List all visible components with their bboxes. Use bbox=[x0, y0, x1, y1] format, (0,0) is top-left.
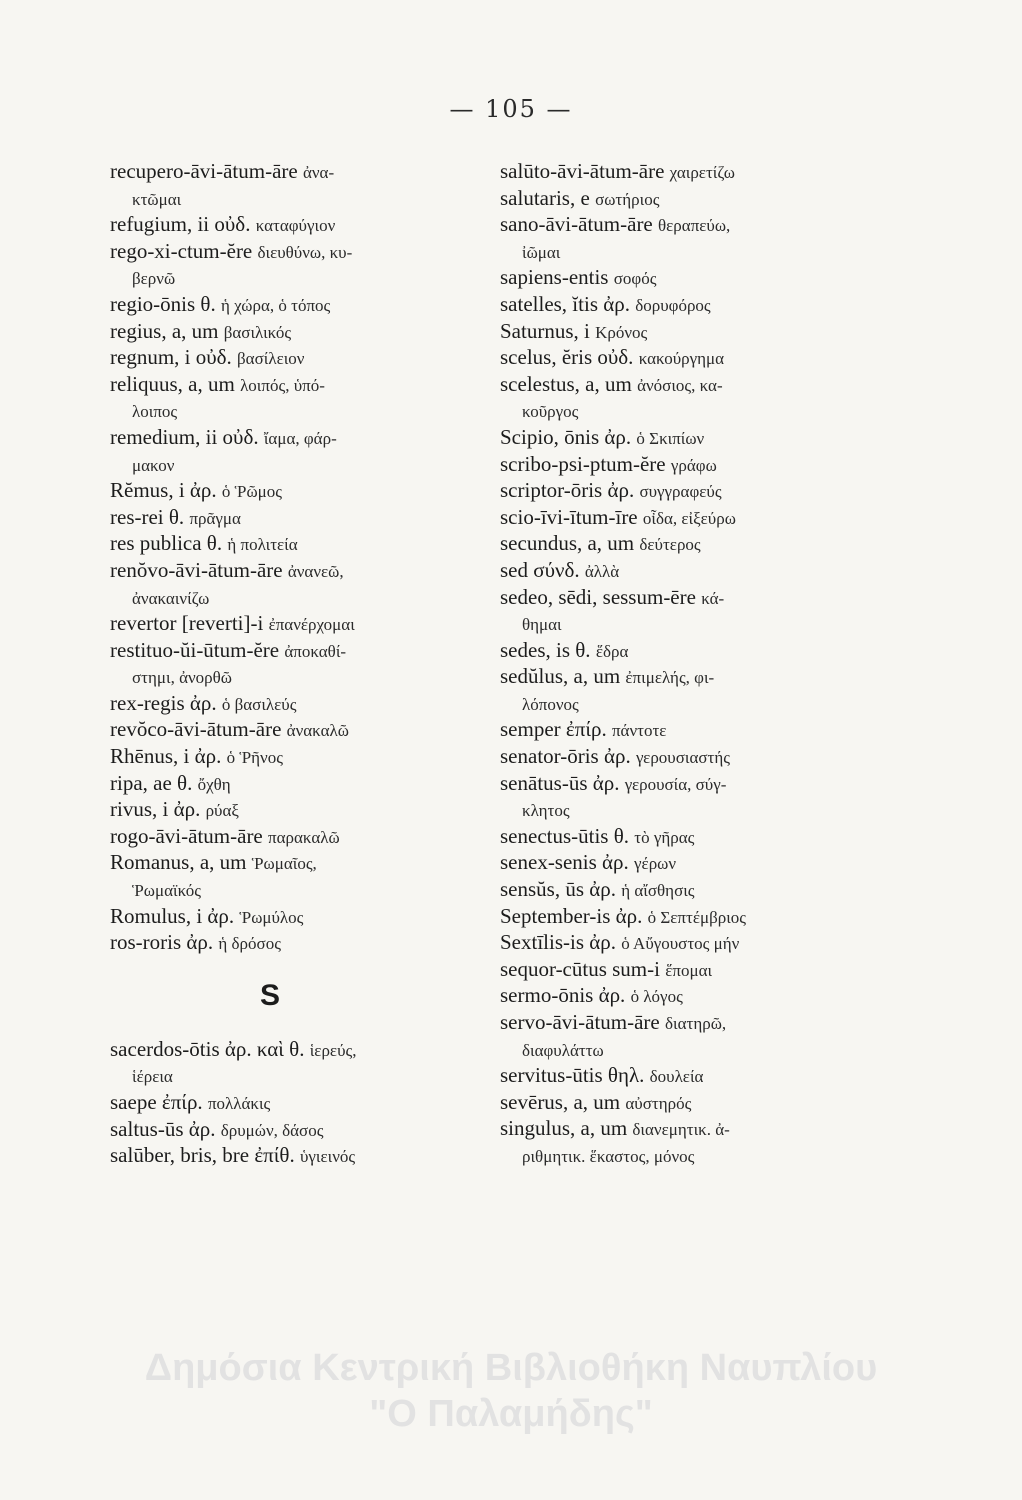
entry-continuation bbox=[110, 264, 510, 291]
greek-translation: χαιρετίζω bbox=[669, 163, 735, 182]
greek-translation: ἡ χώρα, ὁ τόπος bbox=[220, 295, 331, 315]
latin-term: recupero-āvi-ātum-āre bbox=[110, 159, 298, 183]
dictionary-entry bbox=[110, 318, 510, 345]
greek-translation: τὸ γῆρας bbox=[634, 827, 695, 847]
dictionary-entry bbox=[500, 903, 900, 930]
dictionary-entry bbox=[500, 344, 900, 371]
greek-translation: ἀλλὰ bbox=[584, 561, 620, 581]
latin-term: servitus-ūtis θηλ. bbox=[500, 1063, 645, 1088]
greek-translation: διατηρῶ, bbox=[665, 1014, 727, 1033]
latin-term: sermo-ōnis ἀρ. bbox=[500, 983, 626, 1008]
greek-translation: κτῶμαι bbox=[132, 189, 182, 209]
entry-continuation bbox=[500, 796, 900, 823]
latin-term: salūber, bris, bre ἐπίθ. bbox=[110, 1143, 295, 1168]
latin-term: reliquus, a, um bbox=[110, 371, 235, 396]
greek-translation: δορυφόρος bbox=[635, 295, 711, 315]
greek-translation: ἀνόσιος, κα- bbox=[637, 375, 723, 395]
latin-term: Sextīlis-is ἀρ. bbox=[500, 930, 616, 955]
latin-term: scriptor-ōris ἀρ. bbox=[500, 478, 635, 503]
greek-translation: πάντοτε bbox=[611, 721, 667, 741]
greek-translation: ὄχθη bbox=[197, 774, 231, 794]
latin-term: rivus, i ἀρ. bbox=[110, 797, 201, 822]
latin-term: singulus, a, um bbox=[500, 1116, 628, 1141]
dictionary-entry bbox=[110, 371, 510, 398]
latin-term: sapiens-entis bbox=[500, 265, 609, 290]
latin-term: revŏco-āvi-ātum-āre bbox=[110, 717, 282, 742]
dictionary-entry bbox=[500, 185, 900, 212]
latin-term: scelus, ĕris οὐδ. bbox=[500, 345, 634, 370]
greek-translation: βασιλικός bbox=[223, 322, 292, 342]
latin-term: secundus, a, um bbox=[500, 531, 635, 556]
dictionary-entry bbox=[110, 504, 510, 531]
greek-translation: σωτήριος bbox=[595, 189, 660, 209]
dictionary-entry bbox=[110, 211, 510, 238]
greek-translation: δρυμών, δάσος bbox=[220, 1120, 324, 1140]
greek-translation: Ῥωμαϊκός bbox=[132, 881, 201, 901]
latin-term: renŏvo-āvi-ātum-āre bbox=[110, 557, 283, 582]
right-column bbox=[500, 158, 900, 1169]
dictionary-entry bbox=[110, 557, 510, 584]
dictionary-entry bbox=[500, 451, 900, 478]
latin-term: revertor [reverti]-i bbox=[110, 611, 264, 636]
dictionary-entry bbox=[500, 663, 900, 690]
dictionary-entry bbox=[500, 424, 900, 451]
latin-term: scribo-psi-ptum-ĕre bbox=[500, 451, 666, 476]
greek-translation: διαφυλάττω bbox=[522, 1040, 604, 1060]
greek-translation: ἐπιμελής, φι- bbox=[625, 668, 715, 688]
greek-translation: δουλεία bbox=[649, 1067, 704, 1087]
dictionary-entry bbox=[110, 477, 510, 504]
latin-term: rego-xi-ctum-ĕre bbox=[110, 238, 253, 263]
latin-term: sevērus, a, um bbox=[500, 1089, 621, 1114]
greek-translation: ριθμητικ. ἕκαστος, μόνος bbox=[522, 1146, 695, 1166]
latin-term: Romanus, a, um bbox=[110, 850, 247, 875]
dictionary-entry bbox=[110, 903, 510, 930]
section-letter: S bbox=[260, 978, 281, 1012]
latin-term: sensŭs, ūs ἀρ. bbox=[500, 877, 616, 902]
latin-term: saepe ἐπίρ. bbox=[110, 1090, 203, 1114]
dictionary-entry bbox=[110, 1036, 510, 1063]
greek-translation: ὁ Αὔγουστος μήν bbox=[621, 934, 740, 954]
latin-term: regnum, i οὐδ. bbox=[110, 345, 232, 370]
dictionary-entry bbox=[500, 318, 900, 345]
greek-translation: οἶδα, εἰξεύρω bbox=[642, 508, 736, 528]
greek-translation: γράφω bbox=[670, 455, 717, 475]
greek-translation: ὁ Ῥῆνος bbox=[226, 748, 283, 768]
entry-continuation bbox=[500, 397, 900, 424]
greek-translation: ἡ δρόσος bbox=[218, 934, 281, 954]
greek-translation: ἀνακαινίζω bbox=[132, 588, 210, 608]
dictionary-entry bbox=[500, 1062, 900, 1089]
greek-translation: κοῦργος bbox=[522, 402, 579, 422]
latin-term: senex-senis ἀρ. bbox=[500, 850, 629, 875]
greek-translation: μακον bbox=[132, 455, 175, 475]
greek-translation: ἀποκαθί- bbox=[284, 641, 347, 661]
latin-term: satelles, ĭtis ἀρ. bbox=[500, 291, 630, 316]
latin-term: res-rei θ. bbox=[110, 504, 185, 529]
greek-translation: κακούργημα bbox=[638, 349, 725, 369]
greek-translation: Κρόνος bbox=[595, 322, 648, 342]
greek-translation: γέρων bbox=[634, 854, 677, 874]
dictionary-entry bbox=[110, 637, 510, 664]
latin-term: ros-roris ἀρ. bbox=[110, 930, 214, 955]
dictionary-entry bbox=[110, 796, 510, 823]
greek-translation: ἕδρα bbox=[595, 641, 629, 661]
greek-translation: στημι, ἀνορθῶ bbox=[132, 668, 232, 688]
dictionary-entry bbox=[110, 291, 510, 318]
greek-translation: ἡ πολιτεία bbox=[227, 535, 298, 555]
greek-translation: ἡ αἴσθησις bbox=[621, 881, 695, 901]
greek-translation: λοιπός, ὑπό- bbox=[240, 375, 325, 395]
dictionary-entry bbox=[500, 211, 900, 238]
greek-translation: κά- bbox=[701, 588, 725, 608]
latin-term: Saturnus, i bbox=[500, 318, 590, 343]
greek-translation: ρύαξ bbox=[205, 801, 239, 821]
dictionary-entry bbox=[500, 584, 900, 611]
greek-translation: λόπονος bbox=[522, 694, 579, 714]
latin-term: Rhēnus, i ἀρ. bbox=[110, 744, 222, 769]
dictionary-entry bbox=[500, 770, 900, 797]
greek-translation: ὑγιεινός bbox=[300, 1147, 356, 1167]
dictionary-entry bbox=[110, 770, 510, 797]
greek-translation: καταφύγιον bbox=[255, 216, 336, 236]
dictionary-entry bbox=[500, 158, 900, 185]
greek-translation: ὁ βασιλεύς bbox=[221, 694, 297, 714]
greek-translation: Ῥωμαῖος, bbox=[251, 854, 317, 874]
greek-translation: ἱερεύς, bbox=[309, 1040, 357, 1060]
greek-translation: γερουσία, σύγ- bbox=[624, 774, 727, 794]
dictionary-entry bbox=[110, 1142, 510, 1169]
latin-term: servo-āvi-ātum-āre bbox=[500, 1010, 660, 1034]
dictionary-entry bbox=[500, 264, 900, 291]
greek-translation: ἀνα- bbox=[302, 163, 335, 182]
latin-term: res publica θ. bbox=[110, 531, 223, 556]
latin-term: sedes, is θ. bbox=[500, 637, 591, 662]
greek-translation: γερουσιαστής bbox=[635, 748, 730, 768]
dictionary-entry bbox=[110, 610, 510, 637]
greek-translation: θημαι bbox=[522, 615, 562, 635]
dictionary-entry bbox=[500, 1089, 900, 1116]
dictionary-entry bbox=[500, 876, 900, 903]
greek-translation: δεύτερος bbox=[639, 535, 701, 555]
dictionary-entry bbox=[110, 344, 510, 371]
dictionary-entry bbox=[110, 1116, 510, 1143]
entry-continuation bbox=[110, 1062, 510, 1089]
entry-continuation bbox=[500, 1036, 900, 1063]
latin-term: remedium, ii οὐδ. bbox=[110, 424, 259, 449]
entry-continuation bbox=[110, 185, 510, 212]
greek-translation: ὁ Ῥῶμος bbox=[221, 482, 282, 502]
entry-continuation bbox=[500, 690, 900, 717]
dictionary-entry bbox=[500, 1009, 900, 1036]
latin-term: Rĕmus, i ἀρ. bbox=[110, 478, 217, 503]
latin-term: semper ἐπίρ. bbox=[500, 717, 607, 742]
entry-continuation bbox=[500, 238, 900, 265]
dictionary-entry bbox=[500, 823, 900, 850]
greek-translation: διανεμητικ. ἀ- bbox=[632, 1120, 730, 1140]
dictionary-entry bbox=[110, 690, 510, 717]
greek-translation: ἱέρεια bbox=[132, 1067, 173, 1087]
dictionary-entry bbox=[110, 424, 510, 451]
dictionary-entry bbox=[500, 929, 900, 956]
dictionary-entry bbox=[500, 743, 900, 770]
greek-translation: βασίλειον bbox=[237, 349, 305, 369]
dictionary-entry bbox=[500, 477, 900, 504]
latin-term: scio-īvi-ītum-īre bbox=[500, 504, 638, 529]
latin-term: sano-āvi-ātum-āre bbox=[500, 212, 653, 237]
greek-translation: ἀνανεῶ, bbox=[287, 561, 344, 581]
latin-term: ripa, ae θ. bbox=[110, 770, 193, 795]
latin-term: scelestus, a, um bbox=[500, 371, 632, 396]
dictionary-entry bbox=[110, 530, 510, 557]
greek-translation: ὁ λόγος bbox=[630, 987, 683, 1007]
dictionary-entry bbox=[500, 504, 900, 531]
latin-term: saltus-ūs ἀρ. bbox=[110, 1116, 216, 1141]
page-number: — 105 — bbox=[449, 95, 573, 123]
dictionary-entry bbox=[500, 530, 900, 557]
greek-translation: πρᾶγμα bbox=[189, 508, 241, 528]
dictionary-entry bbox=[500, 637, 900, 664]
greek-translation: διευθύνω, κυ- bbox=[257, 242, 353, 262]
dictionary-entry bbox=[110, 1089, 510, 1116]
dictionary-entry bbox=[110, 158, 510, 185]
dictionary-entry bbox=[110, 716, 510, 743]
latin-term: Scipio, ōnis ἀρ. bbox=[500, 424, 632, 449]
greek-translation: ὁ Σκιπίων bbox=[636, 428, 705, 448]
latin-term: rex-regis ἀρ. bbox=[110, 690, 217, 715]
greek-translation: σοφός bbox=[613, 269, 657, 289]
latin-term: senator-ōris ἀρ. bbox=[500, 744, 631, 769]
latin-term: September-is ἀρ. bbox=[500, 903, 643, 928]
greek-translation: ἐπανέρχομαι bbox=[268, 615, 355, 635]
entry-continuation bbox=[110, 397, 510, 424]
greek-translation: Ῥωμύλος bbox=[239, 907, 304, 927]
dictionary-entry bbox=[500, 849, 900, 876]
dictionary-entry bbox=[500, 371, 900, 398]
dictionary-entry bbox=[500, 982, 900, 1009]
entry-continuation bbox=[110, 451, 510, 478]
dictionary-entry bbox=[500, 291, 900, 318]
latin-term: sacerdos-ōtis ἀρ. καὶ θ. bbox=[110, 1036, 305, 1061]
latin-term: senātus-ūs ἀρ. bbox=[500, 770, 620, 795]
greek-translation: βερνῶ bbox=[132, 269, 176, 289]
latin-term: restituo-ŭi-ūtum-ĕre bbox=[110, 637, 280, 662]
dictionary-entry bbox=[110, 849, 510, 876]
dictionary-entry bbox=[110, 823, 510, 850]
latin-term: rogo-āvi-ātum-āre bbox=[110, 823, 263, 848]
entry-continuation bbox=[110, 663, 510, 690]
latin-term: sed σύνδ. bbox=[500, 557, 580, 582]
entry-continuation bbox=[110, 584, 510, 611]
greek-translation: ἕπομαι bbox=[665, 960, 713, 980]
latin-term: Romulus, i ἀρ. bbox=[110, 903, 235, 928]
greek-translation: αὐστηρός bbox=[625, 1093, 692, 1113]
greek-translation: παρακαλῶ bbox=[268, 827, 340, 847]
greek-translation: ὁ Σεπτέμβριος bbox=[647, 907, 747, 927]
greek-translation: κλητος bbox=[522, 801, 570, 821]
latin-term: salutaris, e bbox=[500, 185, 590, 210]
dictionary-entry bbox=[500, 557, 900, 584]
dictionary-entry bbox=[110, 238, 510, 265]
dictionary-entry bbox=[500, 956, 900, 983]
greek-translation: θεραπεύω, bbox=[658, 216, 731, 236]
greek-translation: ἴαμα, φάρ- bbox=[263, 428, 337, 448]
latin-term: sequor-cūtus sum-i bbox=[500, 956, 660, 981]
latin-term: refugium, ii οὐδ. bbox=[110, 212, 251, 237]
dictionary-entry bbox=[500, 1115, 900, 1142]
watermark-line-2: "Ο Παλαμήδης" bbox=[369, 1393, 653, 1435]
latin-term: sedŭlus, a, um bbox=[500, 664, 621, 689]
latin-term: salūto-āvi-ātum-āre bbox=[500, 159, 665, 183]
watermark-line-1: Δημόσια Κεντρική Βιβλιοθήκη Ναυπλίου bbox=[144, 1347, 878, 1389]
latin-term: regio-ōnis θ. bbox=[110, 291, 216, 316]
entry-continuation bbox=[500, 1142, 900, 1169]
entry-continuation bbox=[500, 610, 900, 637]
dictionary-entry bbox=[500, 716, 900, 743]
latin-term: sedeo, sēdi, sessum-ēre bbox=[500, 584, 696, 609]
library-watermark bbox=[0, 1345, 1022, 1437]
greek-translation: συγγραφεύς bbox=[639, 482, 722, 502]
latin-term: regius, a, um bbox=[110, 318, 219, 343]
entry-continuation bbox=[110, 876, 510, 903]
greek-translation: πολλάκις bbox=[207, 1094, 271, 1113]
greek-translation: λοιπος bbox=[132, 402, 178, 422]
latin-term: senectus-ūtis θ. bbox=[500, 823, 630, 848]
greek-translation: ἀνακαλῶ bbox=[286, 721, 349, 741]
greek-translation: ἰῶμαι bbox=[522, 242, 561, 262]
dictionary-entry bbox=[110, 743, 510, 770]
dictionary-entry bbox=[110, 929, 510, 956]
left-column bbox=[110, 158, 510, 1169]
